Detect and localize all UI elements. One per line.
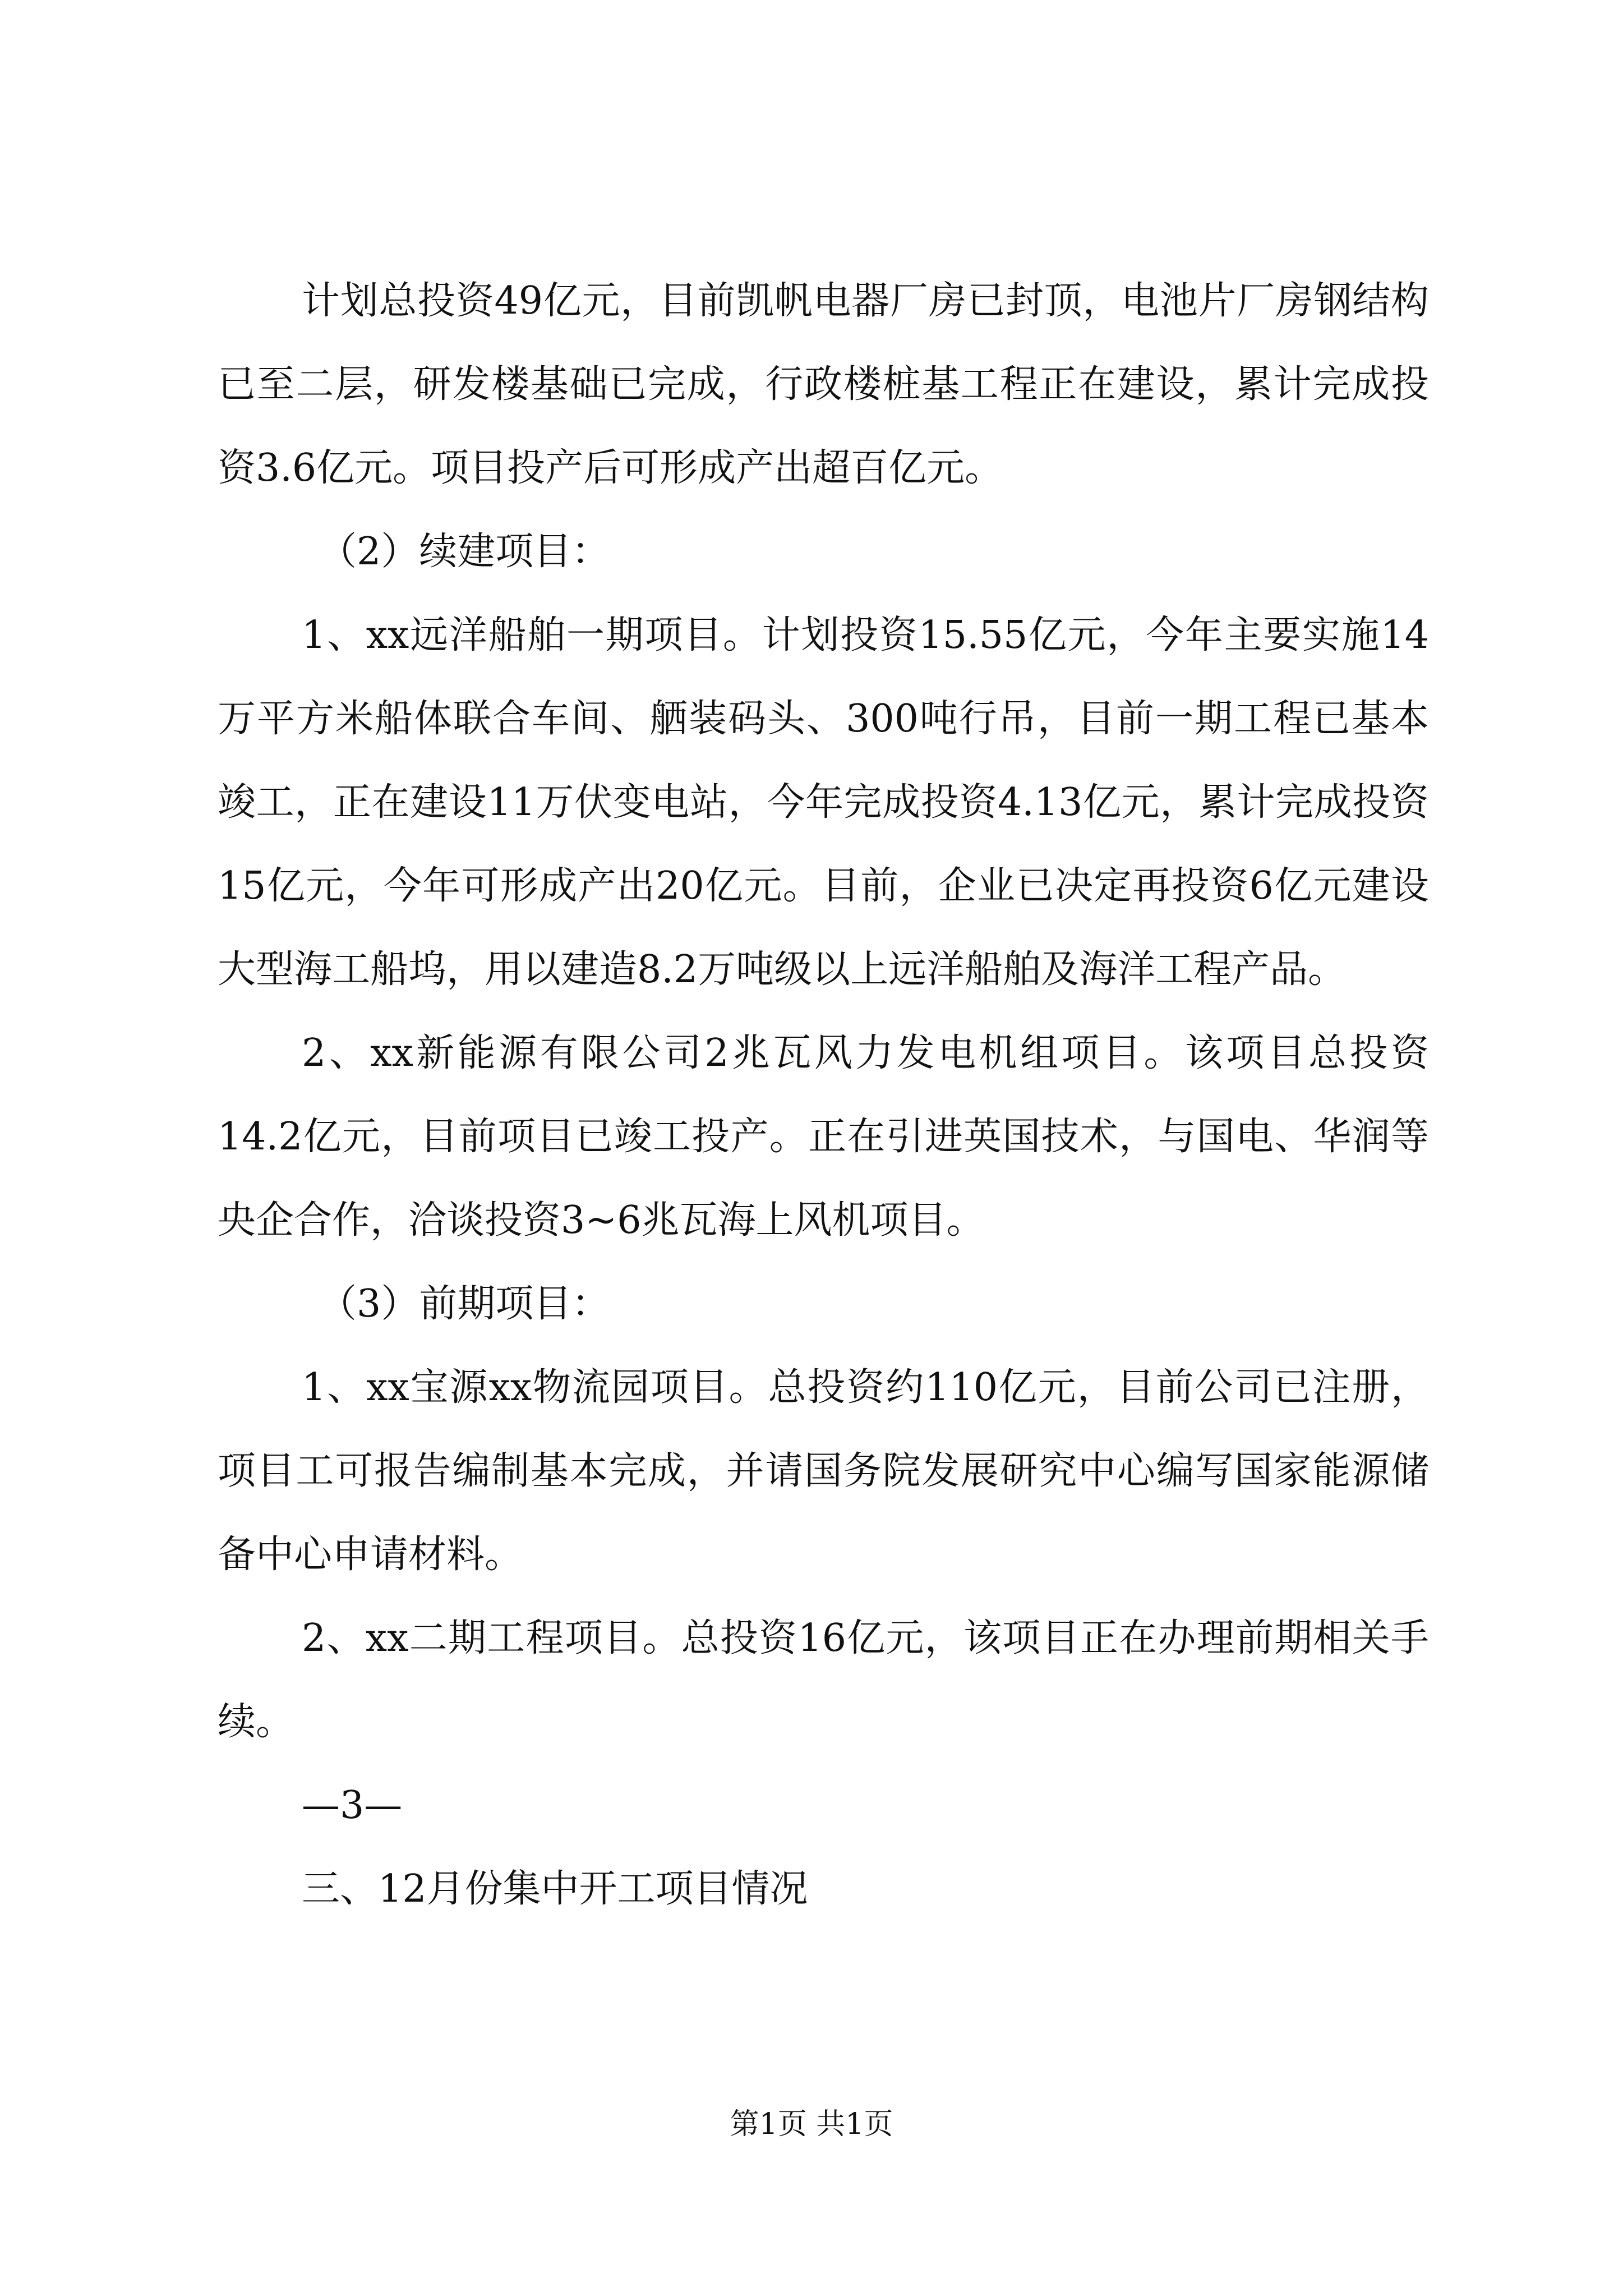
heading-continued-projects: （2）续建项目： (319, 530, 610, 574)
inline-page-marker: —3— (302, 1783, 403, 1828)
heading-preliminary-projects: （3）前期项目： (319, 1282, 610, 1326)
section-heading-december-projects: 三、12月份集中开工项目情况 (302, 1867, 808, 1911)
paragraph-ocean-shipping-project: 1、xx远洋船舶一期项目。计划投资15.55亿元，今年主要实施14万平方米船体联合车间、舾装码头、300吨行吊，目前一期工程已基本竣工，正在建设11万伏变电站，今年完成投资4.13亿元，累计完成投资15亿元，今年可形成产出20亿元。目前，企业已决定再投资6亿元建设大型海工船坞，用以建造8.2万吨级以上远洋船舶及海洋工程产品。 (218, 613, 1429, 992)
paragraph-wind-power-project: 2、xx新能源有限公司2兆瓦风力发电机组项目。该项目总投资14.2亿元，目前项目已竣工投产。正在引进英国技术，与国电、华润等央企合作，洽谈投资3~6兆瓦海上风机项目。 (218, 1031, 1429, 1243)
paragraph-investment-summary: 计划总投资49亿元，目前凯帆电器厂房已封顶，电池片厂房钢结构已至二层，研发楼基础已完成，行政楼桩基工程正在建设，累计完成投资3.6亿元。项目投产后可形成产出超百亿元。 (218, 279, 1429, 490)
document-body (218, 259, 1429, 1931)
page-footer: 第1页 共1页 (730, 2108, 893, 2141)
paragraph-phase-two-project: 2、xx二期工程项目。总投资16亿元，该项目正在办理前期相关手续。 (218, 1616, 1429, 1744)
paragraph-logistics-park-project: 1、xx宝源xx物流园项目。总投资约110亿元，目前公司已注册，项目工可报告编制基本完成，并请国务院发展研究中心编写国家能源储备中心申请材料。 (218, 1365, 1429, 1577)
